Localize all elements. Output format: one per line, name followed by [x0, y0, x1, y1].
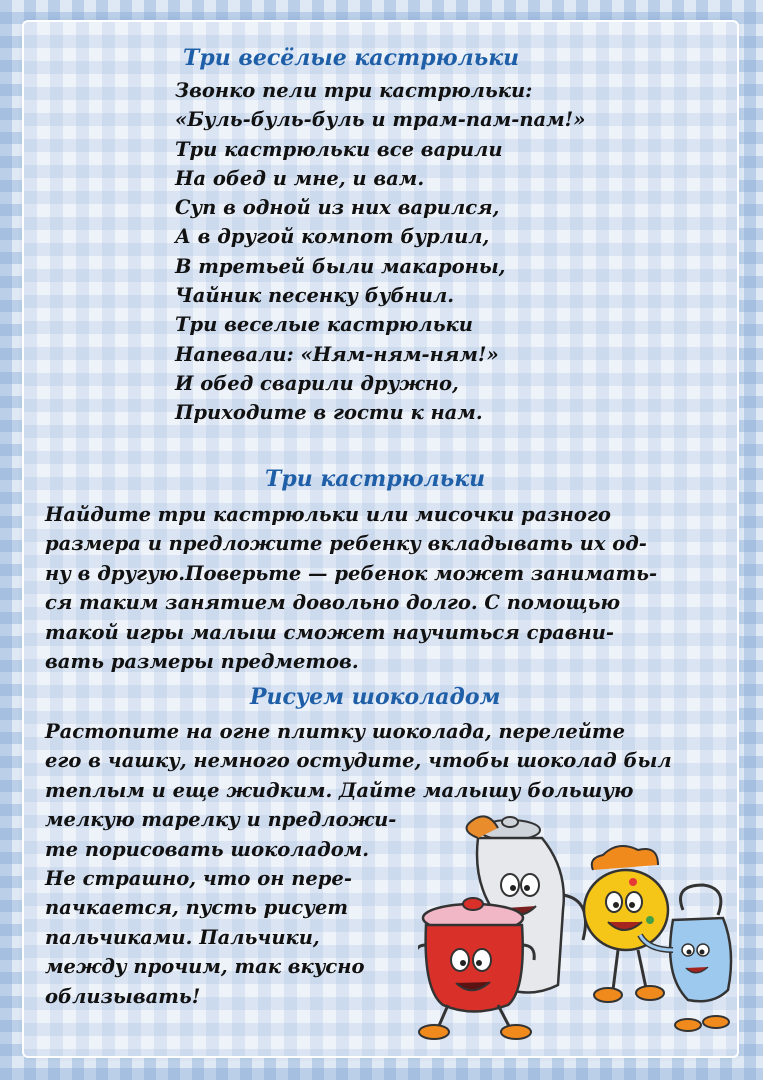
text-line: Растопите на огне плитку шоколада, перелейте	[45, 720, 625, 743]
sugar-bowl-icon	[584, 846, 668, 1002]
poem-line: Чайник песенку бубнил.	[175, 284, 455, 308]
text-line: облизывать!	[45, 984, 201, 1008]
poem-line: Напевали: «Ням-ням-ням!»	[175, 342, 499, 366]
poem-title: Три весёлые кастрюльки	[183, 45, 520, 71]
text-line: такой игры малыш сможет научиться сравни-	[45, 620, 615, 644]
poem-line: А в другой компот бурлил,	[175, 225, 490, 249]
text-line: пальчиками. Пальчики,	[45, 925, 320, 949]
text-line: размера и предложите ребенку вкладывать их од-	[45, 532, 647, 556]
text-line: Не страшно, что он пере-	[45, 867, 352, 891]
poem-line: В третьей были макароны,	[175, 254, 506, 278]
poem-line: Три веселые кастрюльки	[175, 313, 473, 337]
text-line: пачкается, пусть рисует	[45, 896, 348, 920]
text-line: ну в другую.Поверьте — ребенок может занимать-	[45, 561, 658, 585]
poem-line: «Буль-буль-буль и трам-пам-пам!»	[175, 108, 586, 132]
poem-line: Три кастрюльки все варили	[175, 137, 503, 161]
poem-line: И обед сварили дружно,	[175, 371, 459, 395]
poem-line: Суп в одной из них варился,	[175, 196, 500, 220]
text-line: его в чашку, немного остудите, чтобы шоколад был	[45, 749, 672, 773]
red-pot-icon	[418, 898, 534, 1039]
text-line: теплым и еще жидким. Дайте малышу большую	[45, 778, 634, 802]
poem-line: Приходите в гости к нам.	[175, 401, 483, 425]
text-line: мелкую тарелку и предложи-	[45, 808, 397, 832]
text-line: ся таким занятием довольно долго. С помощью	[45, 591, 620, 615]
text-line: те порисовать шоколадом.	[45, 837, 370, 861]
cartoon-pots-and-teapot-icon	[418, 800, 738, 1045]
poem-line: Звонко пели три кастрюльки:	[175, 79, 533, 102]
text-line: между прочим, так вкусно	[45, 955, 365, 979]
game-title: Три кастрюльки	[265, 466, 486, 492]
text-line: вать размеры предметов.	[45, 650, 359, 674]
text-line: Найдите три кастрюльки или мисочки разного	[45, 503, 611, 526]
poem	[175, 76, 585, 428]
chocolate-title: Рисуем шоколадом	[250, 684, 501, 710]
game-description	[45, 500, 657, 676]
poem-line: На обед и мне, и вам.	[175, 166, 425, 190]
